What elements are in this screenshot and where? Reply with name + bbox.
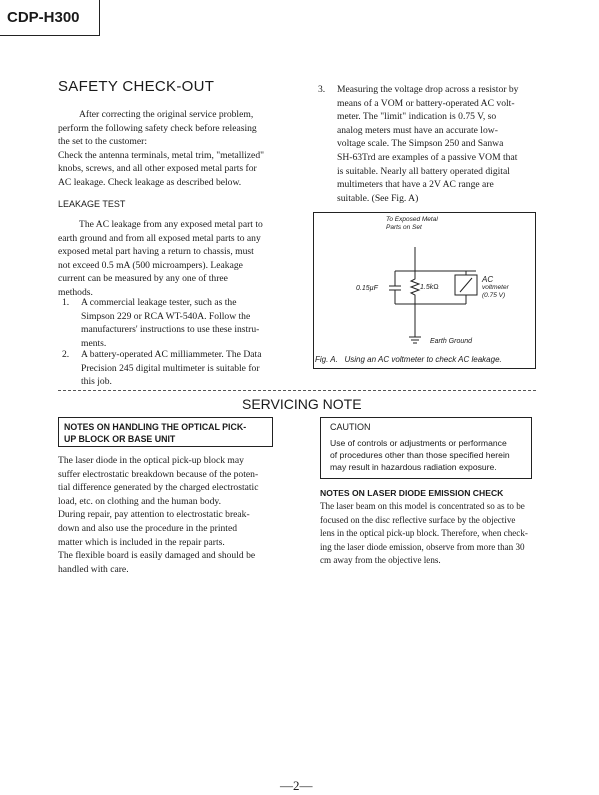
text-line: The AC leakage from any exposed metal part to <box>79 219 263 230</box>
text-line: (0.75 V) <box>482 292 506 299</box>
text-line: A battery-operated AC milliammeter. The Data <box>81 349 262 360</box>
text-line: The flexible board is easily damaged and should be <box>58 550 256 562</box>
text-line: AC <box>482 275 494 284</box>
text-line: analog meters must have an accurate low- <box>337 124 498 136</box>
safety-title: SAFETY CHECK-OUT <box>58 78 215 95</box>
section-divider <box>58 390 536 391</box>
text-line: may result in hazardous radiation exposure. <box>330 462 497 472</box>
text-line: During repair, pay attention to electrostatic break- <box>58 509 250 521</box>
text-line: knobs, screws, and all other exposed metal parts for <box>58 163 257 175</box>
figure-top-label <box>386 216 438 232</box>
capacitor-label: 0.15µF <box>356 285 378 292</box>
leakage-body <box>58 218 290 300</box>
text-line: To Exposed Metal <box>386 216 438 223</box>
optical-notes-title <box>58 417 273 447</box>
text-line: down and also use the procedure in the printed <box>58 522 238 534</box>
text-line: UP BLOCK OR BASE UNIT <box>64 434 176 444</box>
text-line: cm away from the objective lens. <box>320 555 441 566</box>
text-line: ments. <box>81 337 107 349</box>
ground-label: Earth Ground <box>430 338 473 345</box>
text-line: suitable. (See Fig. A) <box>337 192 419 204</box>
text-line: voltage scale. The Simpson 250 and Sanwa <box>337 138 504 150</box>
text-line: Use of controls or adjustments or performance <box>330 438 507 448</box>
list-number: 1. <box>62 297 70 308</box>
text-line: exposed metal part having a return to chassis, must <box>58 246 254 258</box>
text-line: focused on the disc reflective surface by the objective <box>320 514 516 525</box>
text-line: perform the following safety check before releasing <box>58 122 257 134</box>
text-line: NOTES ON HANDLING THE OPTICAL PICK- <box>64 422 247 432</box>
servicing-title: SERVICING NOTE <box>242 396 362 412</box>
text-line: manufacturers' instructions to use these instru- <box>81 324 260 336</box>
text-line: meter. The "limit" indication is 0.75 V, so <box>337 111 497 123</box>
text-line: methods. <box>58 286 93 298</box>
list-number: 2. <box>62 349 70 360</box>
text-line: not exceed 0.5 mA (500 microampers). Leakage <box>58 259 243 271</box>
text-line: matter which is included in the repair parts. <box>58 536 225 548</box>
text-line: The laser beam on this model is concentrated so as to be <box>320 501 525 511</box>
text-line: Check the antenna terminals, metal trim, "metallized" <box>58 149 265 161</box>
text-line: Measuring the voltage drop across a resistor by <box>337 84 519 95</box>
model-number: CDP-H300 <box>0 0 100 36</box>
figure-a <box>313 212 536 369</box>
text-line: the set to the customer: <box>58 136 147 148</box>
meter-label <box>482 276 509 300</box>
leakage-test-title: LEAKAGE TEST <box>58 199 126 209</box>
list-number: 3. <box>318 84 326 95</box>
resistor-label: 1.5kΩ <box>420 284 439 291</box>
laser-notes-title: NOTES ON LASER DIODE EMISSION CHECK <box>320 488 504 498</box>
text-line: means of a VOM or battery-operated AC volt- <box>337 97 515 109</box>
caution-title: CAUTION <box>330 422 371 432</box>
text-line: SH-63Trd are examples of a passive VOM that <box>337 151 518 163</box>
optical-notes-body <box>58 454 290 576</box>
figure-caption: Fig. A. Using an AC voltmeter to check AC leakage. <box>315 355 502 364</box>
text-line: current can be measured by any one of three <box>58 273 228 285</box>
text-line: is suitable. Nearly all battery operated digital <box>337 165 510 177</box>
text-line: of procedures other than those specified herein <box>330 450 510 460</box>
text-line: tial difference generated by the charged electrostatic <box>58 482 259 494</box>
text-line: Precision 245 digital multimeter is suitable for <box>81 362 260 374</box>
text-line: AC leakage. Check leakage as described below. <box>58 176 242 188</box>
safety-intro <box>58 108 290 190</box>
caution-box <box>320 417 532 479</box>
text-line: multimeters that have a 2V AC range are <box>337 179 494 191</box>
text-line: After correcting the original service problem, <box>79 109 254 120</box>
text-line: Simpson 229 or RCA WT-540A. Follow the <box>81 310 251 322</box>
text-line: load, etc. on clothing and the human body. <box>58 495 221 507</box>
text-line: ing the laser diode emission, observe from more than 30 <box>320 541 525 552</box>
text-line: this job. <box>81 376 112 388</box>
page-number: —2— <box>280 778 313 793</box>
text-line: lens in the optical pick-up block. Therefore, when check- <box>320 528 528 539</box>
text-line: suffer electrostatic breakdown because of the poten- <box>58 468 259 480</box>
text-line: voltmeter <box>482 284 509 291</box>
text-line: earth ground and from all exposed metal parts to any <box>58 232 261 244</box>
laser-notes-body <box>320 500 540 568</box>
text-line: Parts on Set <box>386 224 422 231</box>
text-line: handled with care. <box>58 563 129 575</box>
text-line: The laser diode in the optical pick-up block may <box>58 455 244 466</box>
text-line: A commercial leakage tester, such as the <box>81 297 237 308</box>
